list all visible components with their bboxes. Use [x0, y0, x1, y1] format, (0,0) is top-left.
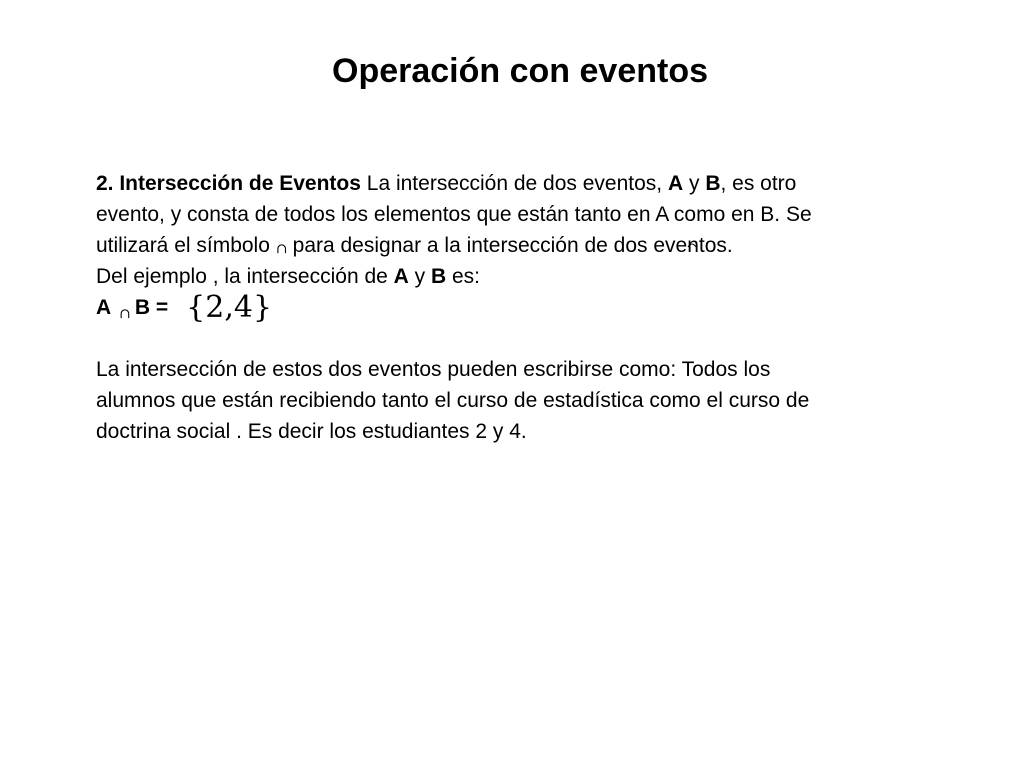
event-b-equals: B = [134, 296, 169, 319]
formula-line [96, 292, 916, 323]
text-span: Del ejemplo , la intersección de [96, 265, 394, 288]
text-span: La intersección de dos eventos, [360, 172, 668, 195]
slide-body [96, 168, 916, 447]
slide-title: Operación con eventos [332, 52, 708, 90]
intersection-symbol: ∩ [275, 241, 288, 257]
event-a-label: A [96, 296, 112, 319]
text-span: y [683, 172, 706, 195]
text-line-2: evento, y consta de todos los elementos que están tanto en A como en B. Se [96, 203, 812, 226]
text-line-4 [96, 261, 916, 292]
event-b-label: B [431, 265, 447, 288]
text-span: utilizará el símbolo [96, 234, 270, 257]
section-heading: 2. Intersección de Eventos [96, 172, 361, 195]
text-line-6: La intersección de estos dos eventos pueden escribirse como: Todos los [96, 358, 771, 381]
text-span: para designar a la intersección de dos eventos. [292, 234, 733, 257]
result-set: {2,4} [186, 290, 273, 325]
text-line-1 [96, 168, 916, 199]
text-line-3 [96, 230, 916, 261]
text-span: es: [446, 265, 481, 288]
paragraph-gap [96, 323, 916, 354]
text-span: , es otro [720, 172, 797, 195]
intersection-symbol: ∩ [119, 306, 131, 322]
event-a-label: A [667, 172, 684, 195]
text-line-8: doctrina social . Es decir los estudiantes 2 y 4. [96, 420, 527, 443]
stray-mark-icon [687, 241, 697, 249]
text-line-7: alumnos que están recibiendo tanto el curso de estadística como el curso de [96, 389, 810, 412]
event-b-label: B [705, 172, 721, 195]
text-span: y [408, 265, 431, 288]
event-a-label: A [393, 265, 409, 288]
